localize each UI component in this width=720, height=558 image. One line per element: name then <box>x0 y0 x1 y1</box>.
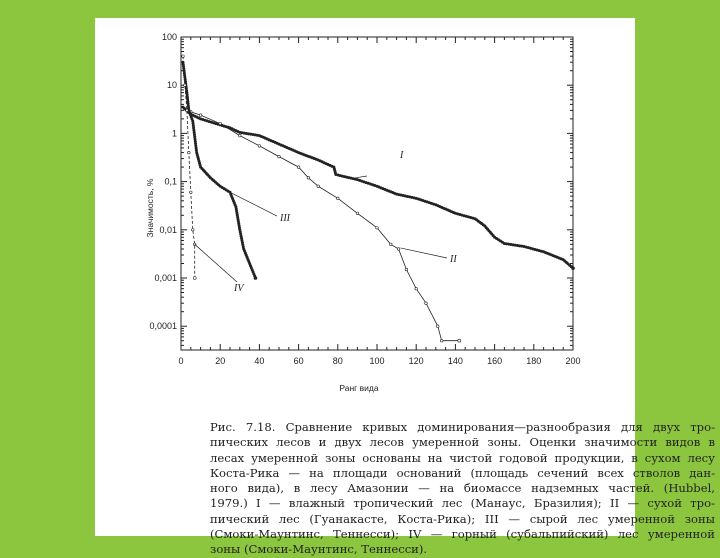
data-point <box>188 151 191 154</box>
caption-line: Рис. 7.18. Сравнение кривых доминирования—разнообразия для двух тро- <box>210 420 715 434</box>
data-point <box>199 114 202 117</box>
x-tick-label: 180 <box>526 356 542 366</box>
y-tick-label: 0,0001 <box>149 321 177 332</box>
data-point <box>182 55 185 58</box>
series-II <box>190 111 461 343</box>
data-point <box>191 229 194 232</box>
data-point <box>186 109 189 112</box>
data-point <box>440 339 443 342</box>
rank-abundance-chart <box>95 18 635 408</box>
caption-line: зоны (Смоки-Маунтинс, Теннесси). <box>210 542 428 557</box>
y-axis-label: Значимость, % <box>145 178 155 238</box>
series-line <box>191 112 460 341</box>
leader-line <box>195 244 237 282</box>
data-point <box>239 134 242 137</box>
x-tick-label: 40 <box>254 356 265 366</box>
caption-line: (Смоки-Маунтинс, Теннесси); IV — горный (субальпийский) лес умеренной <box>210 527 715 542</box>
series-marks <box>181 55 574 342</box>
series-line <box>183 56 195 278</box>
data-point <box>219 122 222 125</box>
data-point <box>397 248 400 251</box>
y-tick-label: 0,1 <box>164 176 177 187</box>
data-point <box>184 84 187 87</box>
y-tick-label: 1 <box>171 128 177 139</box>
data-point <box>405 268 408 271</box>
y-tick-label: 0,001 <box>154 273 177 283</box>
curve-label: III <box>280 213 290 224</box>
x-tick-label: 0 <box>178 356 184 366</box>
data-point <box>458 339 461 342</box>
x-axis-label: Ранг вида <box>339 383 379 393</box>
leader-line <box>401 248 447 258</box>
x-tick-label: 140 <box>447 356 463 366</box>
plot-frame <box>181 37 573 350</box>
x-tick-label: 20 <box>215 356 226 366</box>
figure-caption <box>210 420 715 558</box>
data-point <box>389 243 392 246</box>
series-III <box>181 61 257 280</box>
data-point <box>317 185 320 188</box>
x-tick-label: 100 <box>369 356 385 366</box>
x-tick-label: 80 <box>332 356 343 366</box>
curve-label: II <box>450 254 457 265</box>
data-point <box>297 166 300 169</box>
data-point <box>258 145 261 148</box>
data-point <box>190 191 193 194</box>
x-tick-label: 120 <box>408 356 424 366</box>
scanned-page <box>95 18 715 557</box>
series-I <box>181 106 574 270</box>
data-point <box>376 227 379 230</box>
caption-line: лесах умеренной зоны основаны на чистой годовой продукции, в сухом лесу <box>210 450 715 465</box>
data-point <box>337 197 340 200</box>
data-point <box>415 287 418 290</box>
x-tick-label: 200 <box>565 356 581 366</box>
data-point <box>307 176 310 179</box>
caption-line: пический лес (Гуанакасте, Коста-Рика); III — сырой лес умеренной зоны <box>210 511 715 526</box>
caption-line: 1979.) I — влажный тропический лес (Манаус, Бразилия); II — сухой тро- <box>210 496 715 511</box>
x-tick-label: 60 <box>293 356 304 366</box>
curve-label: I <box>400 150 404 161</box>
leader-line <box>355 176 367 178</box>
y-tick-label: 0,01 <box>159 224 177 235</box>
x-tick-label: 160 <box>487 356 503 366</box>
curve-label: IV <box>234 283 244 294</box>
caption-line: пических лесов и двух лесов умеренной зоны. Оценки значимости видов в <box>210 435 715 450</box>
data-point <box>254 277 257 280</box>
caption-line: ного вида), в лесу Амазонии — на биомассе надземных частей. (Hubbel, <box>210 481 715 496</box>
data-point <box>572 267 575 270</box>
data-point <box>193 277 196 280</box>
data-point <box>436 325 439 328</box>
data-point <box>425 302 428 305</box>
y-tick-label: 100 <box>161 32 177 42</box>
data-point <box>356 212 359 215</box>
data-point <box>278 155 281 158</box>
caption-line: Коста-Рика — на площади оснований (площадь сечений всех стволов дан- <box>210 465 715 480</box>
axes <box>149 32 580 366</box>
y-tick-label: 10 <box>166 80 177 91</box>
